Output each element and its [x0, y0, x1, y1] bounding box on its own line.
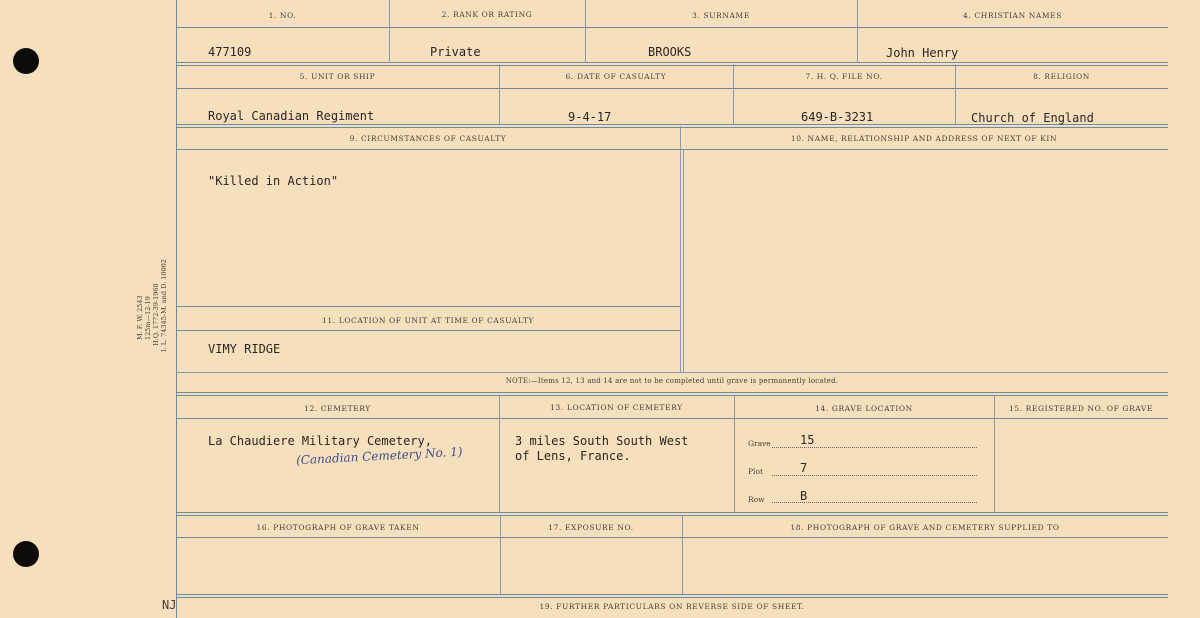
punch-hole-bottom — [13, 541, 39, 567]
punch-hole-top — [13, 48, 39, 74]
rank-value: Private — [430, 45, 481, 59]
grave-label-rule — [176, 418, 1168, 419]
corner-mark: NJ — [162, 598, 177, 612]
circ-label: 9. CIRCUMSTANCES OF CASUALTY — [349, 134, 507, 143]
casualty-label-rule — [176, 149, 1168, 150]
row1-div-3 — [857, 0, 858, 62]
circ-inner-divider — [683, 150, 684, 372]
photo-supplied-label: 18. PHOTOGRAPH OF GRAVE AND CEMETERY SUPPLIED TO — [790, 523, 1060, 532]
row1-label-rule — [176, 27, 1168, 28]
grave-location-label: 14. GRAVE LOCATION — [815, 404, 913, 413]
location-label: 11. LOCATION OF UNIT AT TIME OF CASUALTY — [322, 316, 534, 325]
row1-bottom-rule — [176, 62, 1168, 66]
grave-bottom-rule — [176, 512, 1168, 516]
kin-label: 10. NAME, RELATIONSHIP AND ADDRESS OF NEXT OF KIN — [790, 134, 1058, 143]
casualty-bottom-rule — [176, 372, 1168, 373]
cemetery-location-label: 13. LOCATION OF CEMETERY — [550, 403, 683, 412]
cemetery-value: La Chaudiere Military Cemetery, — [208, 434, 432, 448]
cemetery-location-line1: 3 miles South South West — [515, 434, 689, 448]
plot-word: Plot — [748, 467, 763, 476]
cemetery-location-line2: of Lens, France. — [515, 449, 631, 463]
christian-label: 4. CHRISTIAN NAMES — [963, 11, 1062, 20]
photo-bottom-rule — [176, 594, 1168, 598]
circumstances-value: "Killed in Action" — [208, 174, 339, 188]
note-bottom-rule — [176, 392, 1168, 396]
surname-label: 3. SURNAME — [692, 11, 750, 20]
hq-label: 7. H. Q. FILE NO. — [805, 72, 883, 81]
plot-number: 7 — [800, 461, 808, 475]
religion-value: Church of England — [971, 111, 1094, 125]
further-particulars-label: 19. FURTHER PARTICULARS ON REVERSE SIDE OF SHEET. — [539, 602, 805, 611]
side-print-1: M. F. W. 2543 — [136, 295, 144, 340]
grave-word: Grave — [748, 439, 771, 448]
note-text: NOTE:—Items 12, 13 and 14 are not to be completed until grave is permanently located. — [505, 377, 839, 385]
circ-bottom-rule — [176, 306, 680, 307]
registered-no-label: 15. REGISTERED NO. OF GRAVE — [1008, 404, 1154, 413]
photo-taken-label: 16. PHOTOGRAPH OF GRAVE TAKEN — [256, 523, 420, 532]
row-word: Row — [748, 495, 765, 504]
cemetery-handwritten-note: (Canadian Cemetery No. 1) — [295, 444, 463, 468]
date-value: 9-4-17 — [568, 110, 612, 124]
plot-dotted-line — [772, 475, 977, 476]
christian-value: John Henry — [886, 46, 959, 60]
no-label: 1. NO. — [268, 11, 297, 20]
cemetery-label: 12. CEMETERY — [304, 404, 371, 413]
religion-label: 8. RELIGION — [1033, 72, 1090, 81]
unit-value: Royal Canadian Regiment — [208, 109, 375, 123]
service-number: 477109 — [208, 45, 252, 59]
row2-label-rule — [176, 88, 1168, 89]
location-value: VIMY RIDGE — [208, 342, 281, 356]
kin-divider — [680, 126, 681, 372]
photo-label-rule — [176, 537, 1168, 538]
location-label-rule — [176, 330, 680, 331]
row1-div-2 — [585, 0, 586, 62]
row-letter: B — [800, 489, 808, 503]
grave-number: 15 — [800, 433, 815, 447]
side-print-2: 125m—12-19 — [144, 296, 152, 340]
surname-value: BROOKS — [648, 45, 692, 59]
grave-div-1 — [499, 395, 500, 512]
side-print-3: H.Q. 1772-39-1968 — [152, 283, 160, 346]
exposure-label: 17. EXPOSURE NO. — [548, 523, 634, 532]
side-print-4: I. L. 74345-M. and D. 10002 — [160, 259, 168, 352]
rank-label: 2. RANK OR RATING — [441, 10, 533, 19]
unit-label: 5. UNIT OR SHIP — [299, 72, 376, 81]
grave-dotted-line — [772, 447, 977, 448]
hq-value: 649-B-3231 — [801, 110, 874, 124]
date-label: 6. DATE OF CASUALTY — [565, 72, 667, 81]
